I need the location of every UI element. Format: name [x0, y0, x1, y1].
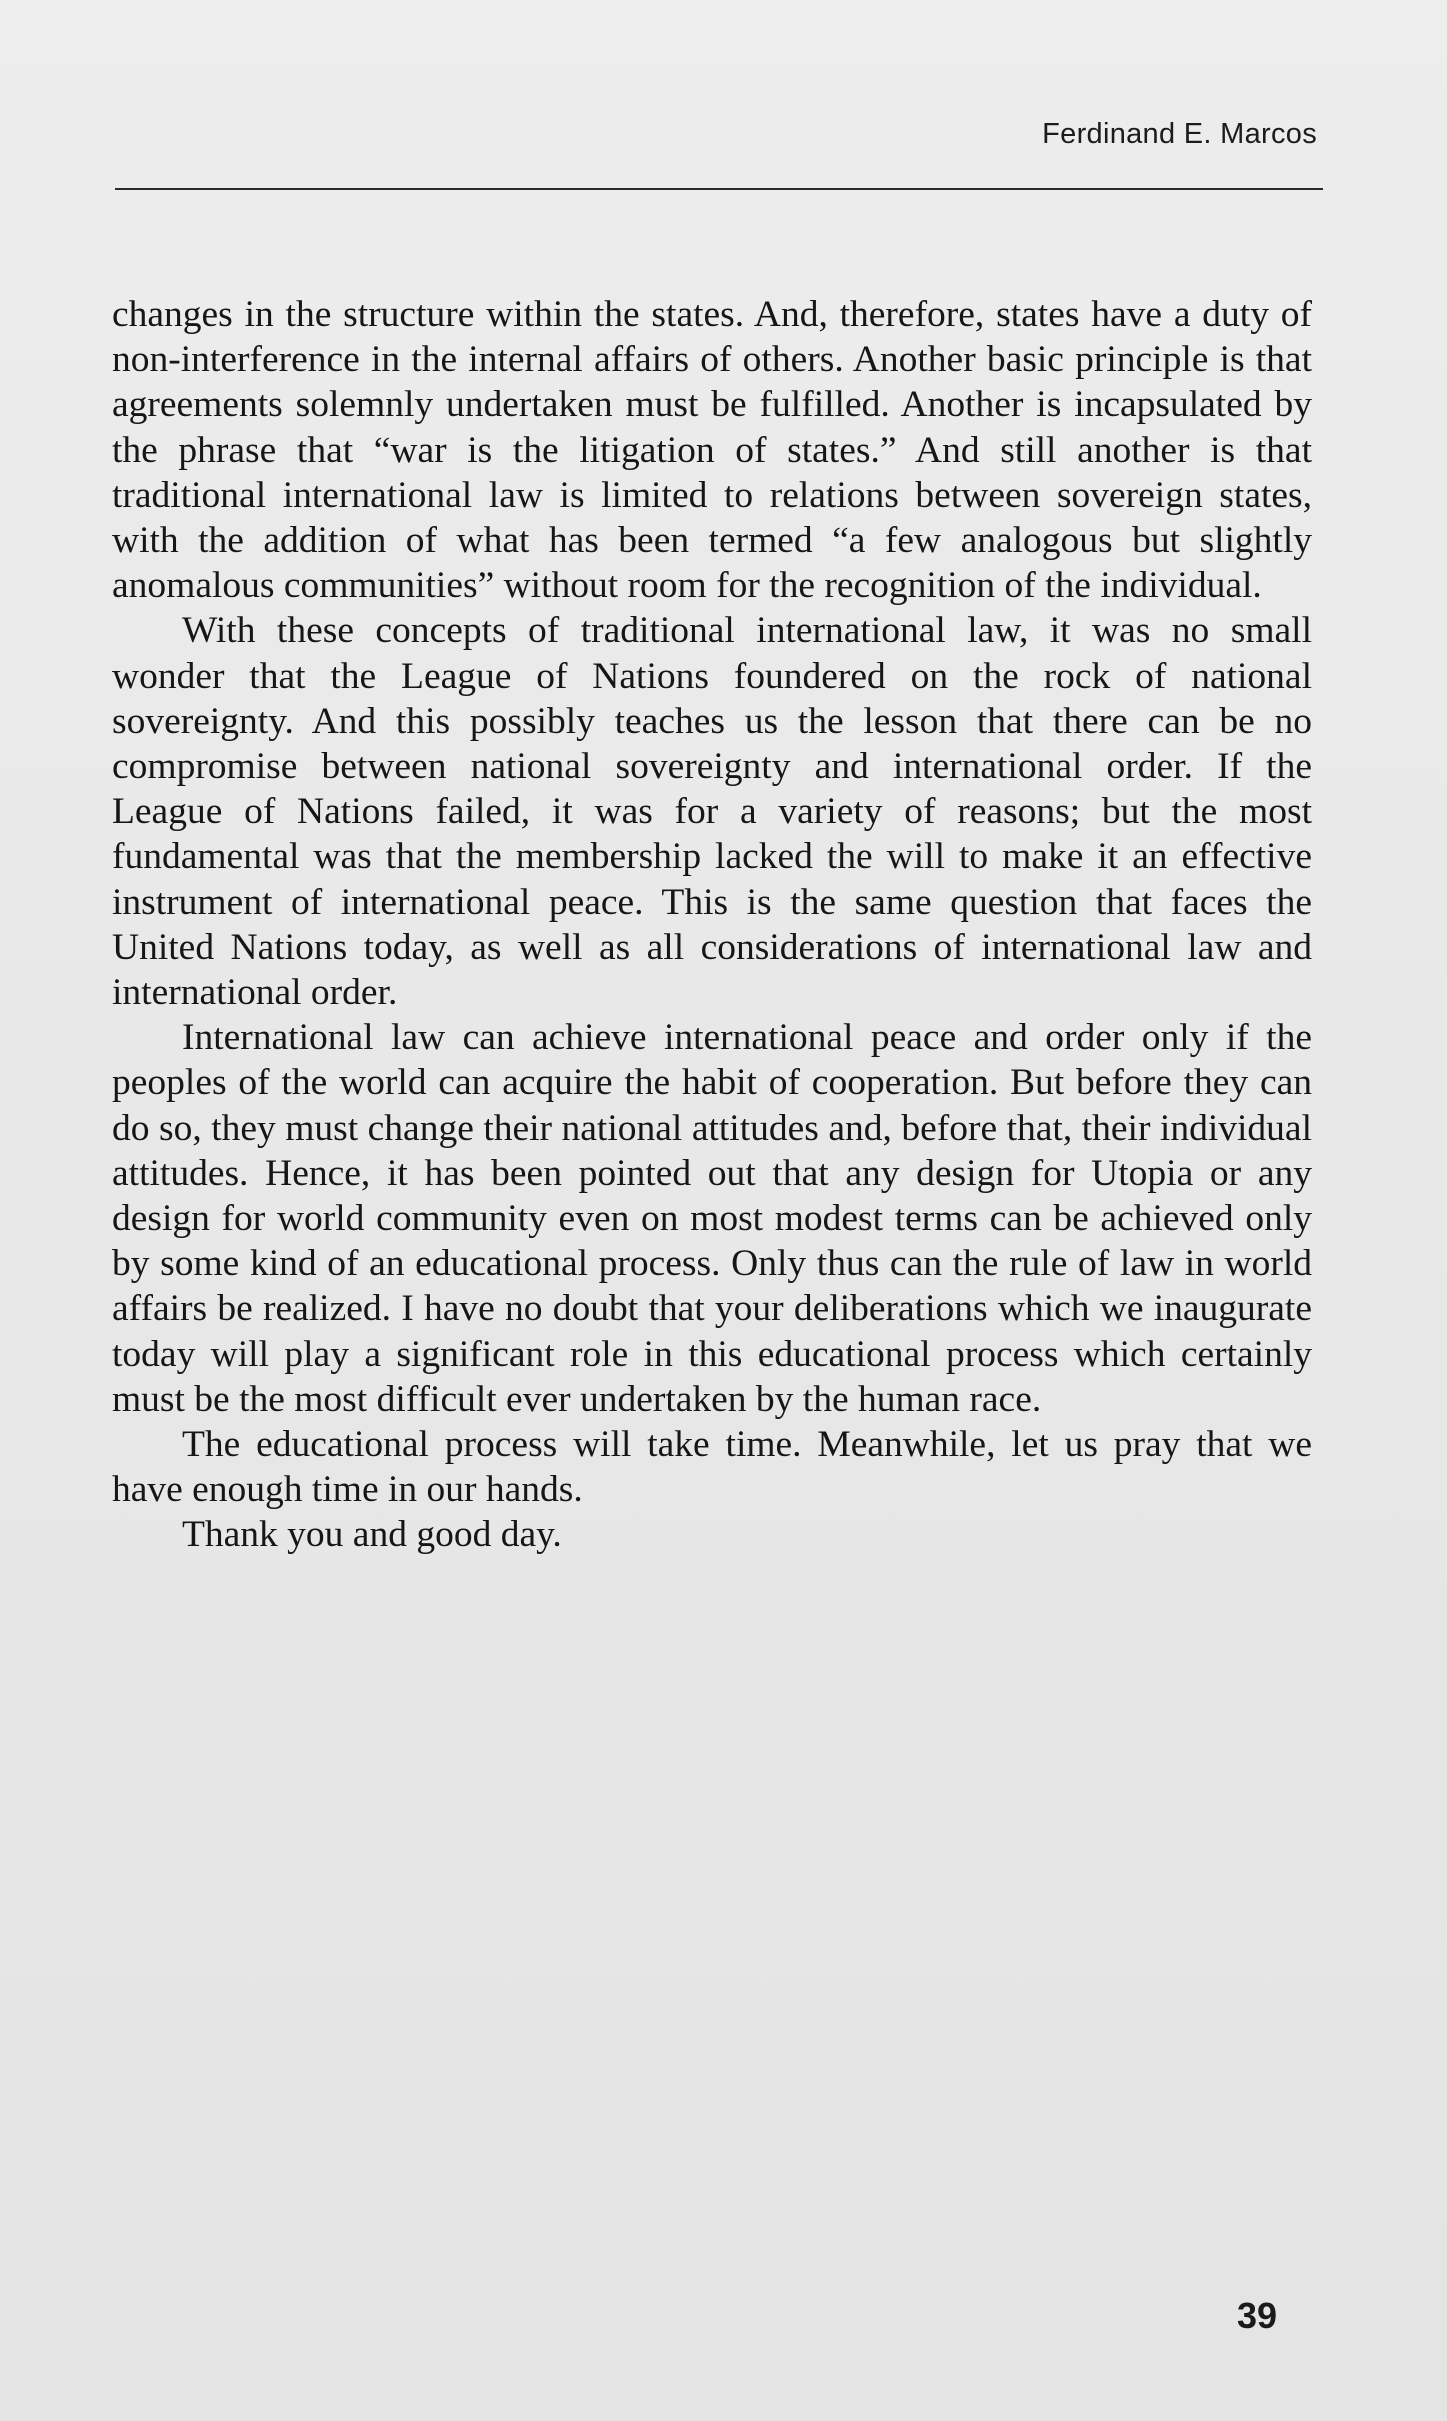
- closing-line: Thank you and good day.: [182, 1514, 562, 1556]
- body-text: [112, 292, 1312, 1558]
- header-rule: [115, 188, 1323, 190]
- paragraph: International law can achieve international peace and order only if the peoples of the world can acquire the habit of cooperation. But before they can do so, they must change their national attitudes and, before that, their individual attitudes. Hence, it has been pointed out that any design for Utopia or any design for world community even on most modest terms can be achieved only by some kind of an educational process. Only thus can the rule of law in world affairs be realized. I have no doubt that your deliberations which we inaugurate today will play a significant role in this educational process which certainly must be the most difficult ever undertaken by the human race.: [112, 1017, 1312, 1420]
- page-number: 39: [1236, 2295, 1277, 2336]
- paragraph-continued: changes in the structure within the states. And, therefore, states have a duty of non-interference in the internal affairs of others. Another basic principle is that agreements solemnly undertaken must be fulfilled. Another is incapsulated by the phrase that “war is the litigation of states.” And still another is that traditional international law is limited to relations between sovereign states, with the addition of what has been termed “a few analogous but slightly anomalous communities” without room for the recognition of the individual.: [112, 294, 1312, 607]
- paragraph: With these concepts of traditional international law, it was no small wonder that the League of Nations foundered on the rock of national sovereignty. And this possibly teaches us the lesson that there can be no compromise between national sovereignty and international order. If the League of Nations failed, it was for a variety of reasons; but the most fundamental was that the membership lacked the will to make it an effective instrument of international peace. This is the same question that faces the United Nations today, as well as all considerations of international law and international order.: [112, 610, 1312, 1014]
- paragraph: The educational process will take time. Meanwhile, let us pray that we have enough time in our hands.: [112, 1424, 1312, 1511]
- running-head: Ferdinand E. Marcos: [1042, 118, 1317, 150]
